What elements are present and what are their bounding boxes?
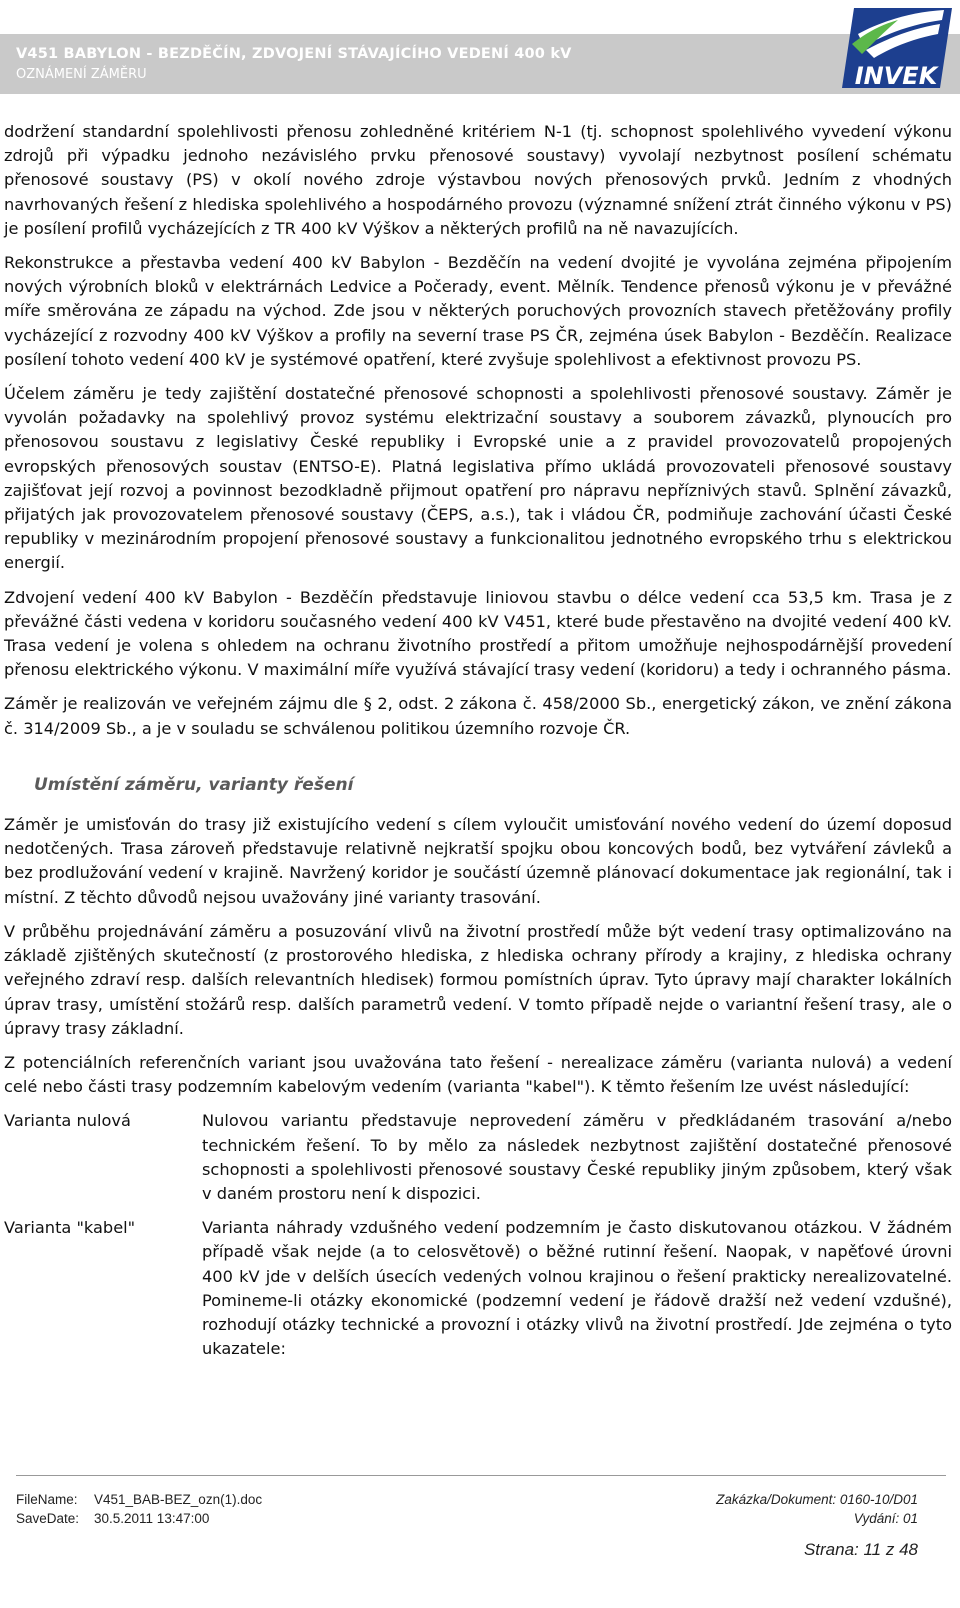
document-body xyxy=(4,120,952,1371)
paragraph: Účelem záměru je tedy zajištění dostatečné přenosové schopnosti a spolehlivosti přenosové soustavy. Záměr je vyvolán požadavky na spolehlivý provoz systému elektrizační soustavy a souborem závazků, plynoucích pro přenosovou soustavu z legislativy České republiky i Evropské unie a z pravidel provozovatelů propojených evropských přenosových soustav (ENTSO-E). Platná legislativa přímo ukládá provozovateli přenosové soustavy zajišťovat její rozvoj a povinnost bezodkladně přijmout opatření pro nápravu nepříznivých stavů. Splnění závazků, přijatých jak provozovatelem přenosové soustavy (ČEPS, a.s.), tak i vládou ČR, podmiňuje zachování účasti České republiky v mezinárodním propojení přenosové soustavy a funkcionalitou jednotného evropského trhu s elektrickou energií. xyxy=(4,384,952,573)
variant-row xyxy=(4,1216,952,1361)
order-number: Zakázka/Dokument: 0160-10/D01 xyxy=(716,1492,918,1507)
paragraph: Z potenciálních referenčních variant jsou uvažována tato řešení - nerealizace záměru (varianta nulová) a vedení celé nebo části trasy podzemním kabelovým vedením (varianta "kabel"). K těmto řešením lze uvést následující: xyxy=(4,1052,952,1097)
paragraph: Rekonstrukce a přestavba vedení 400 kV Babylon - Bezděčín na vedení dvojité je vyvolána zejména připojením nových výrobních bloků v elektrárnách Ledvice a Počerady, event. Mělník. Tendence přenosů výkonu je v převážné míře směrována ze západu na východ. Zde jsou v některých poruchových provozních stavech přetěžovány profily vycházející z rozvodny 400 kV Výškov a profily na severní trase PS ČR, zejména úsek Babylon - Bezděčín. Realizace posílení tohoto vedení 400 kV je systémové opatření, které zvyšuje spolehlivost a efektivnost provozu PS. xyxy=(4,253,952,369)
document-title: V451 BABYLON - BEZDĚČÍN, ZDVOJENÍ STÁVAJÍCÍHO VEDENÍ 400 kV xyxy=(16,46,572,62)
logo-text: INVEK xyxy=(854,62,938,90)
filename-label: FileName: xyxy=(16,1492,78,1507)
variant-text: Varianta náhrady vzdušného vedení podzemním je často diskutovanou otázkou. V žádném případě však nejde (a to celosvětově) o běžné rutinní řešení. Naopak, v napěťové úrovni 400 kV jde v delších úsecích vedených volnou krajinou o řešení prakticky nerealizovatelné. Pomineme-li otázky ekonomické (podzemní vedení je řádově dražší než vedení vzdušné), rozhodují otázky technické a provozní i otázky vlivů na životní prostředí. Jde zejména o tyto ukazatele: xyxy=(202,1218,952,1359)
footer-divider xyxy=(16,1475,946,1476)
file-info xyxy=(16,1490,262,1528)
savedate-label: SaveDate: xyxy=(16,1511,80,1526)
paragraph: Záměr je realizován ve veřejném zájmu dle § 2, odst. 2 zákona č. 458/2000 Sb., energetický zákon, ve znění zákona č. 314/2009 Sb., a je v souladu se schválenou politikou územního rozvoje ČR. xyxy=(4,694,952,738)
page-number: Strana: 11 z 48 xyxy=(803,1540,918,1559)
header-band xyxy=(0,34,960,94)
filename-value: V451_BAB-BEZ_ozn(1).doc xyxy=(94,1492,263,1507)
invek-logo xyxy=(840,4,954,92)
issue-number: Vydání: 01 xyxy=(853,1511,918,1526)
section-heading: Umístění záměru, varianty řešení xyxy=(34,774,354,795)
paragraph: V průběhu projednávání záměru a posuzování vlivů na životní prostředí může být vedení trasy optimalizováno na základě zjištěných skutečností (z prostorového hlediska, z hlediska ochrany přírody a krajiny, z hlediska ochrany veřejného zdraví resp. dalších relevantních hledisek) formou pomístních úprav. Tyto úpravy mají charakter lokálních úprav trasy, umístění stožárů resp. dalších parametrů vedení. V tomto případě nejde o variantní řešení trasy, ale o úpravy trasy základní. xyxy=(4,921,952,1038)
paragraph: Záměr je umisťován do trasy již existujícího vedení s cílem vyloučit umisťování nového vedení do území doposud nedotčených. Trasa zároveň představuje relativně nejkratší spojku obou koncových bodů, bez vytváření závleků a bez prodlužování vedení v krajině. Navržený koridor je součástí územně plánovací dokumentace jak regionální, tak i místní. Z těchto důvodů nejsou uvažovány jiné varianty trasování. xyxy=(4,815,952,907)
variant-row xyxy=(4,1109,952,1206)
document-info xyxy=(716,1490,918,1528)
variant-label: Varianta "kabel" xyxy=(4,1218,136,1238)
variant-label: Varianta nulová xyxy=(4,1111,131,1131)
variant-text: Nulovou variantu představuje neprovedení záměru v předkládaném trasování a/nebo technickém řešení. To by mělo za následek nezbytnost zajištění dostatečné přenosové schopnosti a spolehlivosti přenosové soustavy České republiky jiným způsobem, který však v daném prostoru není k dispozici. xyxy=(202,1111,952,1203)
document-subtitle: OZNÁMENÍ ZÁMĚRU xyxy=(16,67,147,82)
paragraph: Zdvojení vedení 400 kV Babylon - Bezděčín představuje liniovou stavbu o délce vedení cca 53,5 km. Trasa je z převážné části vedena v koridoru současného vedení 400 kV V451, které bude přestavěno na dvojité vedení 400 kV. Trasa vedení je volena s ohledem na ochranu životního prostředí a přitom umožňuje nejhospodárnější provedení přenosu elektrického výkonu. V maximální míře využívá stávající trasy vedení (koridoru) a tedy i ochranného pásma. xyxy=(4,587,952,680)
paragraph: dodržení standardní spolehlivosti přenosu zohledněné kritériem N-1 (tj. schopnost spolehlivého vyvedení výkonu zdrojů při výpadku jednoho nezávislého prvku přenosové soustavy) vyvolají nezbytnost posílení schématu přenosové soustavy (PS) v okolí nového zdroje výstavbou nových přenosových prvků. Jedním z vhodných navrhovaných řešení z hlediska spolehlivého a hospodárného provozu (významné snížení ztrát činného výkonu v PS) je posílení profilů vycházejících z TR 400 kV Výškov a některých profilů na ně navazujících. xyxy=(4,122,952,238)
savedate-value: 30.5.2011 13:47:00 xyxy=(94,1511,210,1526)
